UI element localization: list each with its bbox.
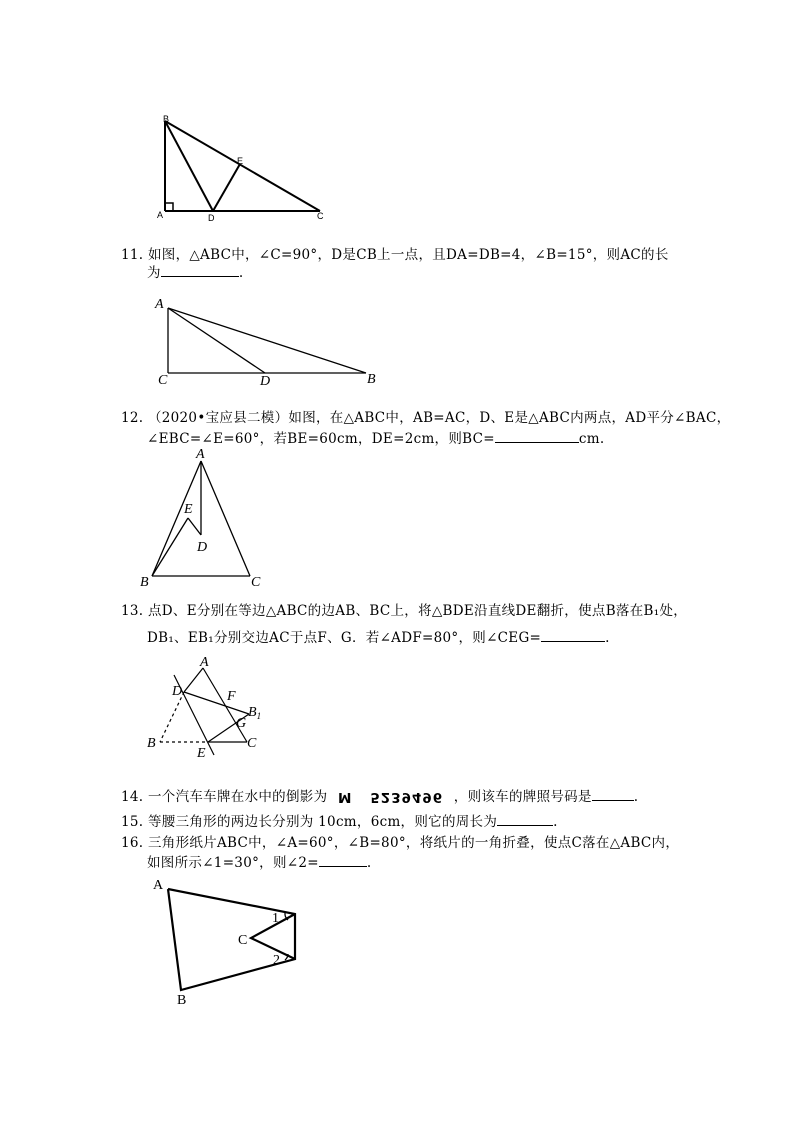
label-b: B	[140, 575, 149, 590]
label-g: G	[236, 716, 247, 731]
figure-q16	[145, 872, 315, 1007]
q14-number: 14.	[121, 789, 144, 805]
label-a: A	[200, 655, 209, 670]
label-c: C	[158, 373, 168, 388]
q12-line2	[147, 427, 604, 447]
label-c: C	[238, 933, 248, 948]
q11-answer-blank[interactable]	[161, 264, 239, 277]
label-e: E	[184, 502, 193, 517]
folded-shape	[168, 889, 295, 990]
q11-period: .	[238, 265, 244, 281]
q16-period: .	[366, 855, 372, 871]
label-d: D	[208, 213, 215, 223]
label-c: C	[247, 736, 257, 751]
q14-answer-blank[interactable]	[592, 788, 634, 801]
q11-text-1: 如图，△ABC中，∠C=90°，D是CB上一点，且DA=DB=4，∠B=15°，则AC的长	[147, 247, 669, 263]
q12-answer-blank[interactable]	[495, 430, 579, 443]
q16-number: 16.	[121, 835, 144, 851]
segment-ad	[184, 668, 203, 692]
segment-ac	[201, 461, 250, 576]
label-2: 2	[273, 953, 280, 968]
label-b: B	[147, 736, 156, 751]
q15-line	[121, 810, 558, 830]
q16-line1	[121, 831, 679, 851]
q11-number: 11.	[121, 247, 144, 263]
q14-period: .	[633, 789, 639, 805]
q15-text: 等腰三角形的两边长分别为 10cm，6cm，则它的周长为	[147, 814, 498, 830]
right-angle-mark	[165, 203, 173, 211]
q15-period: .	[553, 814, 558, 830]
q16-answer-blank[interactable]	[319, 854, 367, 867]
q14-line	[121, 785, 638, 805]
q12-line1	[121, 406, 730, 426]
label-c: C	[251, 575, 261, 590]
q13-line2	[147, 626, 610, 646]
label-1: 1	[272, 911, 279, 926]
q16-text-1: 三角形纸片ABC中，∠A=60°，∠B=80°，将纸片的一角折叠，使点C落在△ABC内，	[147, 835, 680, 851]
q11-line1	[121, 243, 669, 263]
plate-reflection-right: 5239496	[370, 789, 444, 805]
q13-text-1: 点D、E分别在等边△ABC的边AB、BC上，将△BDE沿直线DE翻折，使点B落在B₁处，	[147, 603, 688, 619]
label-a: A	[196, 447, 205, 462]
label-b: B	[177, 993, 187, 1008]
q12-text-1: （2020•宝应县二模）如图，在△ABC中，AB=AC，D、E是△ABC内两点，AD平分∠BAC，	[147, 410, 731, 426]
figure-q11	[150, 295, 390, 390]
label-f: F	[227, 689, 236, 704]
segment-ab	[168, 308, 366, 373]
q14-text-before: 一个汽车车牌在水中的倒影为	[147, 789, 328, 805]
q12-unit: cm.	[578, 431, 605, 447]
q14-text-after: ，则该车的牌照号码是	[453, 789, 592, 805]
label-e: E	[197, 746, 206, 761]
q11-line2	[147, 261, 243, 281]
segment-ed	[188, 518, 201, 535]
q13-number: 13.	[121, 603, 144, 619]
label-b: B	[367, 372, 376, 387]
label-e: E	[237, 156, 244, 166]
q15-answer-blank[interactable]	[497, 813, 553, 826]
figure-q13	[140, 650, 280, 765]
q12-number: 12.	[121, 410, 144, 426]
q13-answer-blank[interactable]	[541, 629, 605, 642]
figure-q10	[150, 110, 340, 225]
q12-text-2: ∠EBC=∠E=60°，若BE=60cm，DE=2cm，则BC=	[147, 431, 495, 447]
segment-ab	[152, 461, 201, 576]
q16-line2	[147, 851, 371, 871]
label-d: D	[197, 540, 208, 555]
q15-number: 15.	[121, 814, 144, 830]
segment-be	[152, 518, 188, 576]
label-c: C	[317, 211, 324, 221]
q13-line1	[121, 599, 687, 619]
q11-text-2: 为	[147, 265, 161, 281]
label-a: A	[153, 878, 164, 893]
plate-reflection	[338, 789, 443, 805]
label-a: A	[157, 210, 164, 220]
segment-ad	[168, 308, 265, 373]
plate-reflection-left: M	[337, 789, 353, 805]
label-a: A	[155, 297, 164, 312]
label-b: B	[163, 114, 170, 124]
q13-period: .	[605, 630, 610, 646]
figure-q12	[135, 445, 275, 590]
label-d: D	[260, 374, 271, 389]
label-b1: $B_1$	[248, 705, 262, 721]
q13-text-2: DB₁、EB₁分别交边AC于点F、G．若∠ADF=80°，则∠CEG=	[147, 630, 542, 646]
q16-text-2: 如图所示∠1=30°，则∠2=	[147, 855, 319, 871]
segment-de	[213, 164, 240, 211]
dashed-bd	[160, 692, 184, 742]
label-d: D	[172, 684, 183, 699]
segment-db1	[184, 692, 249, 714]
